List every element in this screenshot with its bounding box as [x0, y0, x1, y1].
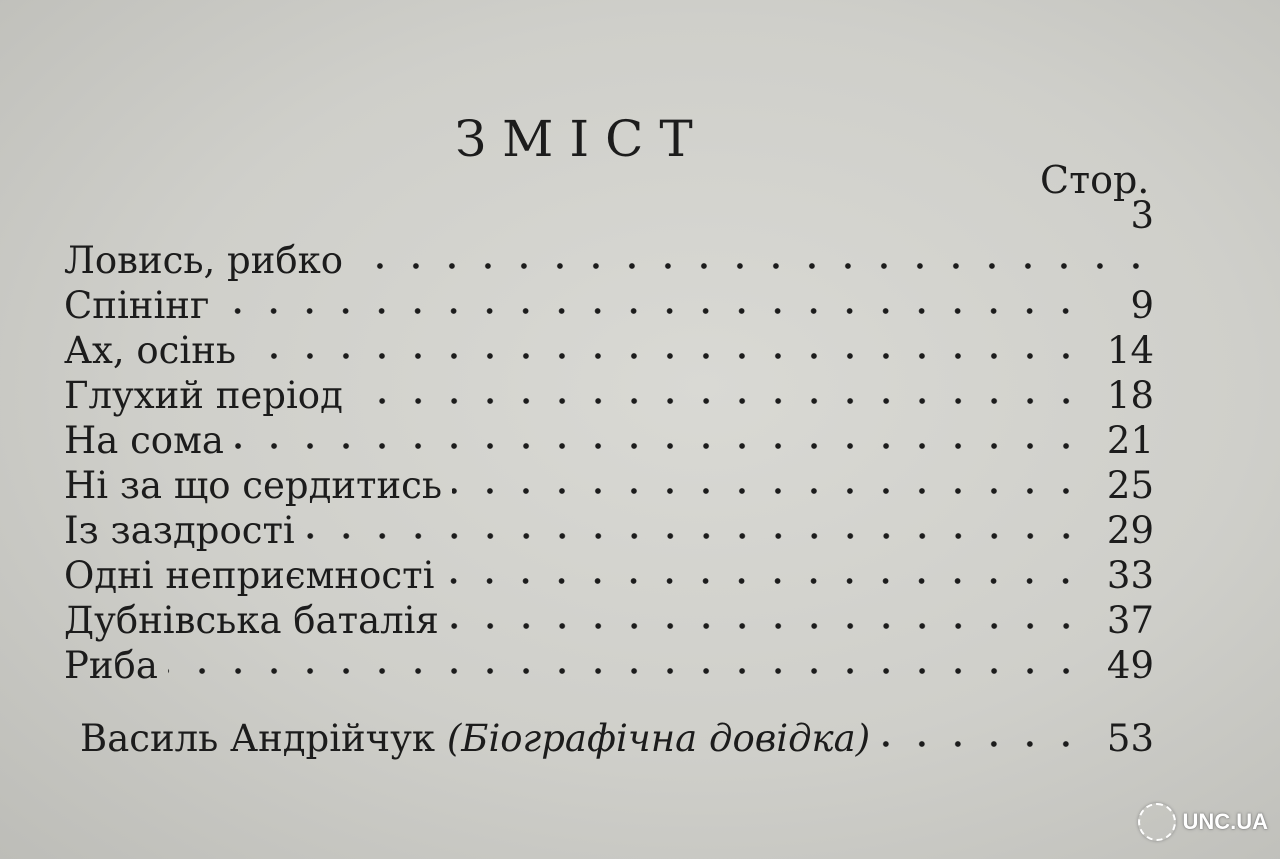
dot-leader — [444, 576, 1084, 586]
toc-row — [64, 463, 1154, 508]
toc-row — [64, 508, 1154, 553]
biography-note: (Біографічна довідка) — [446, 717, 871, 760]
dot-leader — [168, 666, 1084, 676]
toc-row — [64, 238, 1154, 283]
toc-row — [64, 283, 1154, 328]
toc-row — [64, 598, 1154, 643]
toc-row — [64, 194, 1154, 238]
dot-leader — [234, 441, 1084, 451]
toc-page-number: 53 — [1106, 717, 1154, 760]
toc-page-number: 49 — [1106, 644, 1154, 687]
dot-leader — [246, 351, 1084, 361]
toc-page-number: 33 — [1106, 554, 1154, 597]
toc-entry-title: Ах, осінь — [64, 329, 237, 372]
dot-leader — [880, 739, 1084, 749]
toc-page-number: 14 — [1106, 329, 1154, 372]
toc-row — [64, 418, 1154, 463]
toc-page-number: 3 — [1130, 194, 1154, 237]
page-column-header: Стор. — [1040, 158, 1150, 202]
toc-row-biography — [64, 716, 1154, 761]
toc-row — [64, 373, 1154, 418]
toc-page-number: 37 — [1106, 599, 1154, 642]
contents-title: ЗМІСТ — [455, 110, 709, 168]
toc-page-number: 18 — [1106, 374, 1154, 417]
toc-entry-title: Ловись, рибко — [64, 239, 344, 282]
toc-entry-title — [80, 716, 880, 761]
dot-leader — [353, 261, 1154, 271]
toc-row — [64, 328, 1154, 373]
dot-leader — [449, 621, 1084, 631]
dot-leader — [219, 306, 1084, 316]
toc-row — [64, 553, 1154, 598]
sun-logo-icon — [1138, 803, 1176, 841]
toc-entry-title: Дубнівська баталія — [64, 599, 439, 642]
toc-entry-title: Одні неприємності — [64, 554, 435, 597]
toc-page-number: 29 — [1106, 509, 1154, 552]
dot-leader — [452, 486, 1084, 496]
toc-entry-title: Риба — [64, 644, 158, 687]
table-of-contents — [64, 194, 1154, 761]
author-name: Василь Андрійчук — [80, 717, 436, 760]
dot-leader — [353, 396, 1084, 406]
watermark-text: UNC.UA — [1182, 809, 1268, 834]
dot-leader — [305, 531, 1084, 541]
toc-entry-title: На сома — [64, 419, 224, 462]
toc-row — [64, 643, 1154, 688]
toc-entry-title: Глухий період — [64, 374, 343, 417]
toc-page-number: 25 — [1106, 464, 1154, 507]
toc-entry-title: Спінінг — [64, 284, 210, 327]
toc-entry-title: Із заздрості — [64, 509, 295, 552]
site-watermark — [1138, 803, 1268, 841]
toc-entry-title: Ні за що сердитись — [64, 464, 443, 507]
toc-page-number: 9 — [1130, 284, 1154, 327]
toc-page-number: 21 — [1106, 419, 1154, 462]
